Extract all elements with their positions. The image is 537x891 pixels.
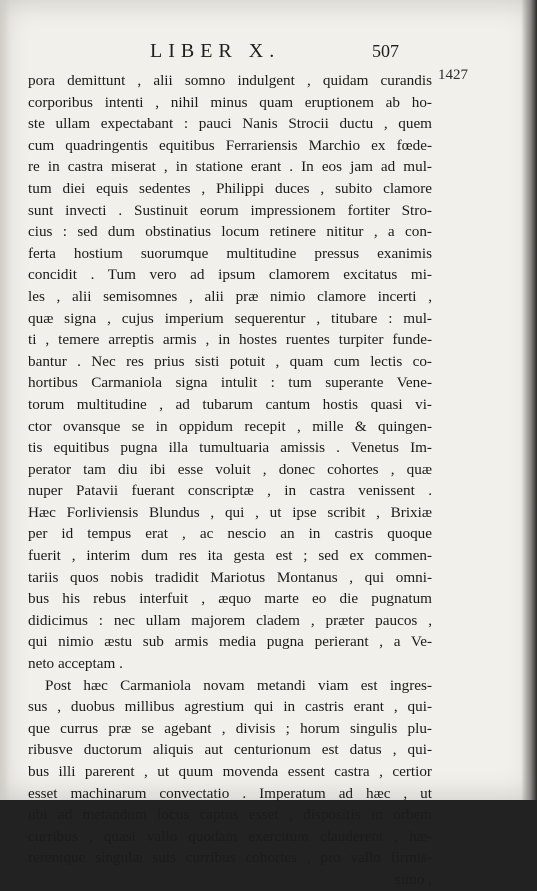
text-line: bus his rebus interfuit , æquo marte eo die pugnatum: [28, 590, 432, 608]
text-line: pora demittunt , alii somno indulgent , quidam curandis: [28, 72, 432, 89]
text-line: ribusve ductorum aliquis aut centurionum est datus , qui-: [28, 741, 432, 759]
text-line: curribus , quasi vallo quodam exercitum clauderent , hæ-: [28, 827, 432, 845]
text-line: ti , temere arreptis armis , in hostes ruentes turpiter funde-: [28, 331, 432, 349]
text-line: que currus præ se agebant , divisis ; horum singulis plu-: [28, 719, 432, 737]
text-line: rerentque singulæ suis curribus cohortes , pro vallo firmis-: [28, 849, 432, 867]
page-edge-shadow: [521, 0, 537, 800]
text-line: fuerit , interim dum res ita gesta est ; sed ex commen-: [28, 547, 432, 565]
margin-year-number: 1427: [438, 67, 468, 83]
page-number: 507: [372, 41, 399, 61]
text-line: simo ,: [394, 870, 432, 888]
text-line: per id tempus erat , ac nescio an in castris quoque: [28, 525, 432, 543]
text-line: tariis quos nobis tradidit Mariotus Montanus , qui omni-: [28, 568, 432, 586]
text-line: corporibus intenti , nihil minus quam eruptionem ab ho-: [28, 93, 432, 111]
text-line: Hæc Forliviensis Blundus , qui , ut ipse scribit , Brixiæ: [28, 503, 432, 521]
text-line: qui nimio æstu sub armis media pugna perierant , a Ve-: [28, 633, 432, 651]
text-line: ferta hostium suorumque multitudine pressus exanimis: [28, 244, 432, 262]
text-line: didicimus : nec ullam majorem cladem , præter paucos ,: [28, 611, 432, 629]
text-line: torum multitudine , ad tubarum cantum hostis quasi vi-: [28, 395, 432, 413]
text-line: tis equitibus pugna illa tumultuaria amissis . Venetus Im-: [28, 439, 432, 457]
text-line: hortibus Carmaniola signa intulit : tum superante Vene-: [28, 374, 432, 392]
text-line: re in castra miserat , in statione erant . In eos jam ad mul-: [28, 158, 432, 176]
text-line: perator tam diu ibi esse voluit , donec cohortes , quæ: [28, 460, 432, 478]
text-line: cius : sed dum obstinatius locum retinere nititur , a con-: [28, 223, 432, 241]
text-line: neto acceptam .: [28, 655, 123, 673]
page-header: [0, 40, 537, 70]
text-line: les , alii semisomnes , alii præ nimio clamore incerti ,: [28, 287, 432, 305]
text-line: ste ullam expectabant : pauci Nanis Strocii ductu , quem: [28, 115, 432, 133]
running-title: LIBER X.: [150, 40, 281, 62]
text-line: ubi ad metandum locus captus esset , dispositis in orbem: [28, 806, 432, 824]
text-line: sus , duobus millibus agrestium qui in castris erant , qui-: [28, 698, 432, 716]
text-line: Post hæc Carmaniola novam metandi viam est ingres-: [45, 676, 432, 694]
text-line: bus illi parerent , ut quum movenda essent castra , certior: [28, 763, 432, 780]
text-line: cum quadringentis equitibus Ferrariensis Marchio ex fœde-: [28, 136, 432, 154]
page-gutter-shadow: [0, 0, 10, 800]
text-line: esset machinarum convectatio . Imperatum ad hæc , ut: [28, 784, 432, 802]
text-line: quæ signa , cujus imperium sequerentur , titubare : mul-: [28, 309, 432, 327]
body-text: [28, 70, 432, 891]
text-line: tum diei equis sedentes , Philippi duces , subito clamore: [28, 179, 432, 197]
text-line: ctor ovansque se in oppidum recepit , mille & quingen-: [28, 417, 432, 435]
text-line: nuper Patavii fuerant conscriptæ , in castra venissent .: [28, 482, 432, 500]
text-line: bantur . Nec res prius sisti potuit , quam cum lectis co-: [28, 352, 432, 370]
text-line: sunt invecti . Sustinuit eorum impressionem fortiter Stro-: [28, 201, 432, 219]
text-line: concidit . Tum vero ad ipsum clamorem excitatus mi-: [28, 266, 432, 284]
